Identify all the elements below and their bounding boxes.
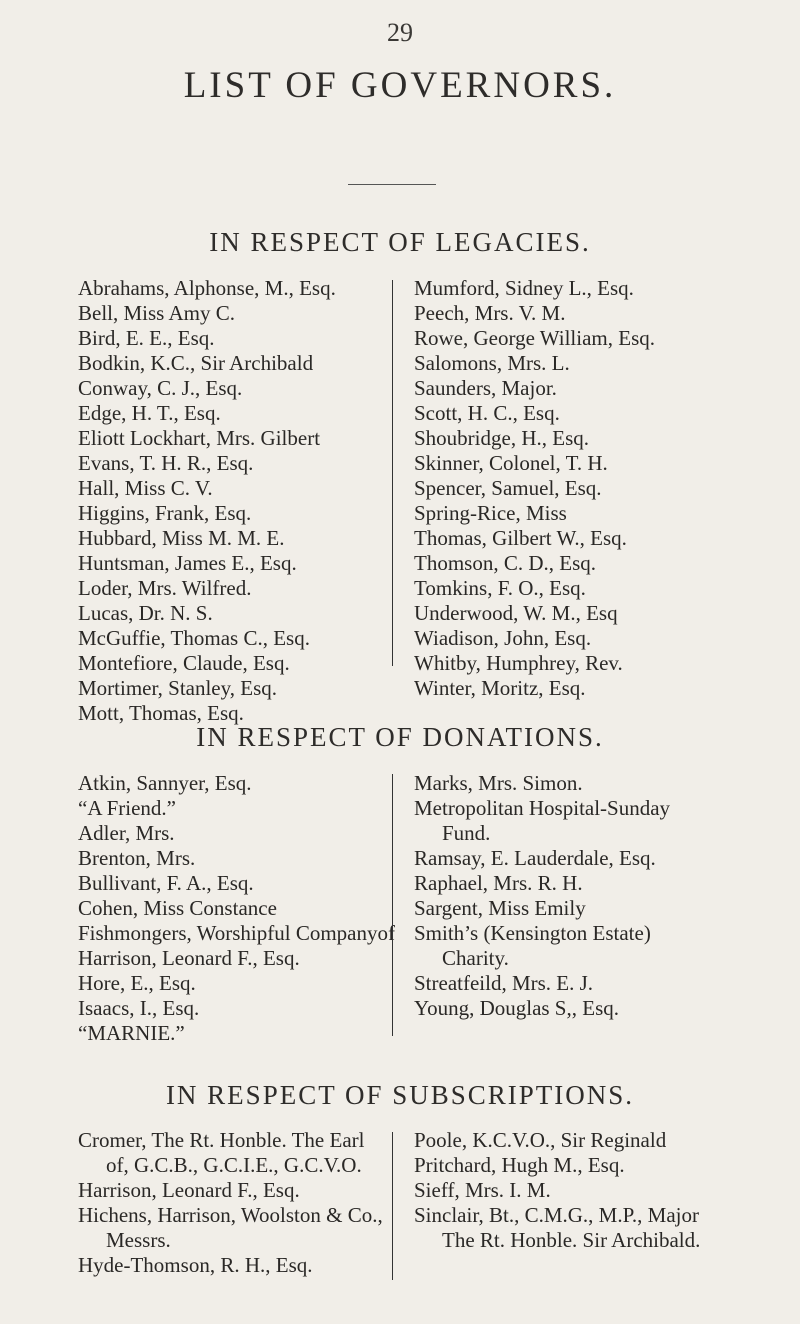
- governor-entry: Sieff, Mrs. I. M.: [414, 1178, 551, 1202]
- legacies-column-divider: [392, 280, 393, 666]
- governor-entry: Cromer, The Rt. Honble. The Earl: [78, 1128, 365, 1152]
- page-number: 29: [387, 18, 413, 47]
- governor-entry: Salomons, Mrs. L.: [414, 351, 570, 375]
- governor-entry: Saunders, Major.: [414, 376, 557, 400]
- governor-entry: Eliott Lockhart, Mrs. Gilbert: [78, 426, 321, 450]
- governor-entry: Montefiore, Claude, Esq.: [78, 651, 290, 675]
- governor-entry: Hubbard, Miss M. M. E.: [78, 526, 285, 550]
- donations-heading: IN RESPECT OF DONATIONS.: [196, 722, 604, 752]
- governor-entry: Peech, Mrs. V. M.: [414, 301, 566, 325]
- governor-entry: Metropolitan Hospital-Sunday: [414, 796, 671, 820]
- governor-entry: Sargent, Miss Emily: [414, 896, 586, 920]
- governor-entry: Winter, Moritz, Esq.: [414, 676, 586, 700]
- governor-entry: Bell, Miss Amy C.: [78, 301, 235, 325]
- governor-entry: Poole, K.C.V.O., Sir Reginald: [414, 1128, 667, 1152]
- governor-entry: Higgins, Frank, Esq.: [78, 501, 252, 525]
- governor-entry: Harrison, Leonard F., Esq.: [78, 946, 300, 970]
- governor-entry: Hall, Miss C. V.: [78, 476, 213, 500]
- governor-entry: Hyde-Thomson, R. H., Esq.: [78, 1253, 313, 1277]
- governor-entry: Pritchard, Hugh M., Esq.: [414, 1153, 625, 1177]
- governor-entry: of, G.C.B., G.C.I.E., G.C.V.O.: [106, 1153, 362, 1177]
- governor-entry: Hichens, Harrison, Woolston & Co.,: [78, 1203, 383, 1227]
- governor-entry: Tomkins, F. O., Esq.: [414, 576, 586, 600]
- donations-right-column: [414, 771, 670, 1021]
- governor-entry: Brenton, Mrs.: [78, 846, 196, 870]
- subscriptions-left-column: [78, 1128, 383, 1278]
- governor-entry: Mortimer, Stanley, Esq.: [78, 676, 278, 700]
- subscriptions-heading: IN RESPECT OF SUBSCRIPTIONS.: [165, 1080, 635, 1110]
- governor-entry: Whitby, Humphrey, Rev.: [414, 651, 623, 675]
- governor-entry: Smith’s (Kensington Estate): [414, 921, 651, 945]
- governor-entry: Hore, E., Esq.: [78, 971, 196, 995]
- legacies-heading: IN RESPECT OF LEGACIES.: [209, 227, 591, 257]
- governor-entry: Edge, H. T., Esq.: [78, 401, 221, 425]
- governor-entry: Fund.: [442, 821, 491, 845]
- governor-entry: Conway, C. J., Esq.: [78, 376, 243, 400]
- governor-entry: Fishmongers, Worshipful Companyof: [78, 921, 395, 945]
- governor-entry: Thomas, Gilbert W., Esq.: [414, 526, 627, 550]
- governor-entry: Huntsman, James E., Esq.: [78, 551, 297, 575]
- governor-entry: Sinclair, Bt., C.M.G., M.P., Major: [414, 1203, 700, 1227]
- governor-entry: Bullivant, F. A., Esq.: [78, 871, 254, 895]
- governor-entry: Thomson, C. D., Esq.: [414, 551, 597, 575]
- governor-entry: Spencer, Samuel, Esq.: [414, 476, 602, 500]
- governor-entry: Young, Douglas S,, Esq.: [414, 996, 619, 1020]
- governor-entry: Mott, Thomas, Esq.: [78, 701, 244, 725]
- governor-entry: Evans, T. H. R., Esq.: [78, 451, 254, 475]
- governor-entry: Underwood, W. M., Esq: [414, 601, 618, 625]
- governor-entry: Spring-Rice, Miss: [414, 501, 567, 525]
- governor-entry: Isaacs, I., Esq.: [78, 996, 200, 1020]
- governor-entry: Adler, Mrs.: [78, 821, 175, 845]
- governor-entry: Raphael, Mrs. R. H.: [414, 871, 583, 895]
- governor-entry: McGuffie, Thomas C., Esq.: [78, 626, 310, 650]
- governor-entry: Ramsay, E. Lauderdale, Esq.: [414, 846, 656, 870]
- page-title: LIST OF GOVERNORS.: [183, 65, 617, 106]
- governor-entry: Charity.: [442, 946, 509, 970]
- governor-entry: The Rt. Honble. Sir Archibald.: [442, 1228, 701, 1252]
- governor-entry: Streatfeild, Mrs. E. J.: [414, 971, 594, 995]
- governor-entry: Mumford, Sidney L., Esq.: [414, 276, 634, 300]
- governor-entry: Harrison, Leonard F., Esq.: [78, 1178, 300, 1202]
- governor-entry: “A Friend.”: [78, 796, 176, 820]
- governor-entry: Scott, H. C., Esq.: [414, 401, 560, 425]
- governor-entry: Messrs.: [106, 1228, 171, 1252]
- governor-entry: Marks, Mrs. Simon.: [414, 771, 583, 795]
- donations-column-divider: [392, 774, 393, 1036]
- governor-entry: Skinner, Colonel, T. H.: [414, 451, 608, 475]
- title-divider: [348, 184, 436, 185]
- governor-entry: Lucas, Dr. N. S.: [78, 601, 213, 625]
- governor-entry: Abrahams, Alphonse, M., Esq.: [78, 276, 336, 300]
- legacies-left-column: [78, 276, 336, 726]
- governor-entry: Cohen, Miss Constance: [78, 896, 277, 920]
- governor-entry: Rowe, George William, Esq.: [414, 326, 656, 350]
- governor-entry: Atkin, Sannyer, Esq.: [78, 771, 252, 795]
- governor-entry: Bodkin, K.C., Sir Archibald: [78, 351, 314, 375]
- subscriptions-column-divider: [392, 1132, 393, 1280]
- donations-left-column: [78, 771, 395, 1046]
- governor-entry: Bird, E. E., Esq.: [78, 326, 215, 350]
- governor-entry: “MARNIE.”: [78, 1021, 185, 1045]
- governor-entry: Shoubridge, H., Esq.: [414, 426, 589, 450]
- legacies-right-column: [414, 276, 655, 701]
- governor-entry: Wiadison, John, Esq.: [414, 626, 592, 650]
- governor-entry: Loder, Mrs. Wilfred.: [78, 576, 252, 600]
- subscriptions-right-column: [414, 1128, 700, 1253]
